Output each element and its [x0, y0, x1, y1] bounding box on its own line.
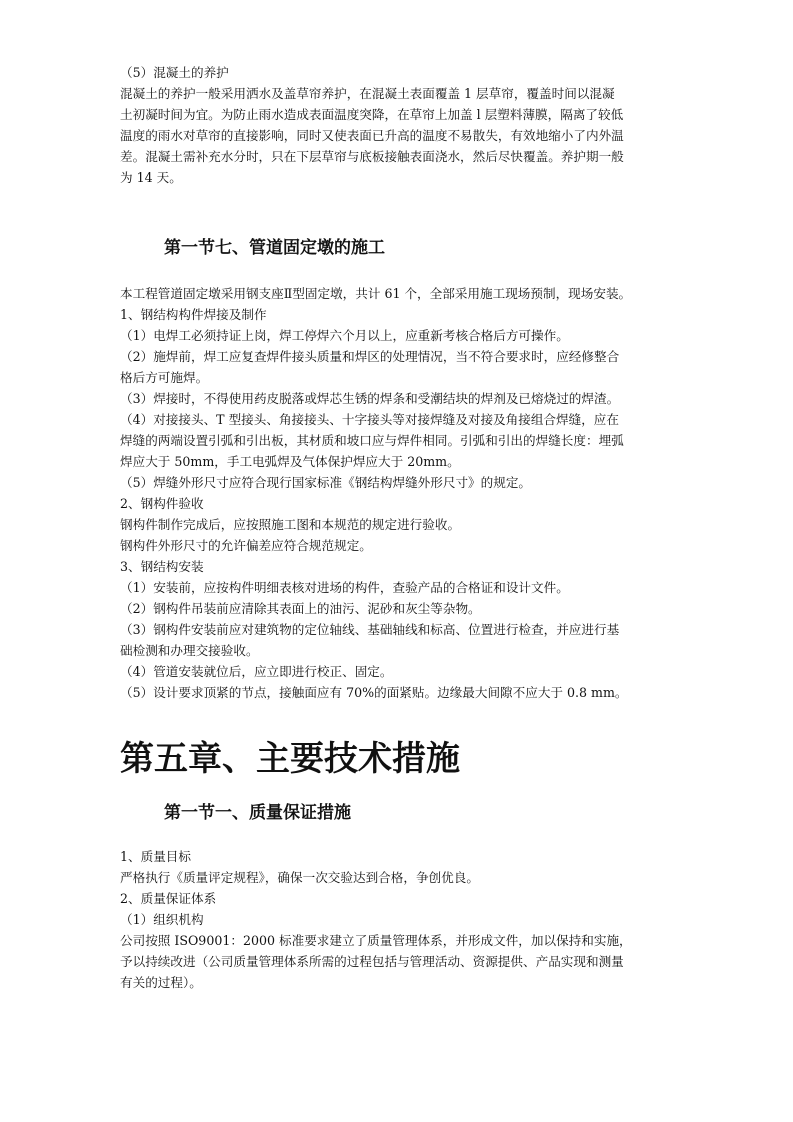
section-7-line-9: 焊应大于 50mm，手工电弧焊及气体保护焊应大于 20mm。: [120, 454, 460, 469]
section-7-line-7: （4）对接接头、T 型接头、角接接头、十字接头等对接焊缝及对接及角接组合焊缝，应在: [120, 412, 619, 427]
section-7-line-10: （5）焊缝外形尺寸应符合现行国家标准《钢结构焊缝外形尺寸》的规定。: [120, 475, 532, 490]
section-7-line-19: （4）管道安装就位后，应立即进行校正、固定。: [120, 664, 393, 679]
section-7-line-2: 1、钢结构构件焊接及制作: [120, 307, 267, 322]
chapter-5-section-1-title: 第一节一、质量保证措施: [164, 803, 351, 823]
section-7-line-12: 钢构件制作完成后，应按照施工图和本规范的规定进行验收。: [120, 517, 461, 532]
quality-line-4: （1）组织机构: [120, 912, 204, 927]
section-7-title: 第一节七、管道固定墩的施工: [164, 238, 385, 258]
section-7-line-8: 焊缝的两端设置引弧和引出板，其材质和坡口应与焊件相同。引弧和引出的焊缝长度：埋弧: [120, 433, 624, 448]
curing-line-1: 混凝土的养护一般采用洒水及盖草帘养护，在混凝土表面覆盖 1 层草帘，覆盖时间以混凝: [120, 86, 615, 101]
quality-line-5: 公司按照 ISO9001：2000 标准要求建立了质量管理体系，并形成文件，加以保持和实施，: [120, 933, 632, 948]
section-7-line-14: 3、钢结构安装: [120, 559, 204, 574]
curing-line-5: 为 14 天。: [120, 170, 182, 185]
section-7-line-13: 钢构件外形尺寸的允许偏差应符合规范规定。: [120, 538, 372, 553]
section-7-body: [120, 283, 680, 703]
chapter-5-title: 第五章、主要技术措施: [120, 739, 460, 779]
curing-subheading: （5）混凝土的养护: [120, 65, 229, 80]
section-7-line-3: （1）电焊工必须持证上岗，焊工停焊六个月以上，应重新考核合格后方可操作。: [120, 328, 569, 343]
section-7-line-18: 础检测和办理交接验收。: [120, 643, 259, 658]
section-7-line-17: （3）钢构件安装前应对建筑物的定位轴线、基础轴线和标高、位置进行检查，并应进行基: [120, 622, 620, 637]
document-page: [120, 62, 680, 993]
curing-block: [120, 62, 680, 188]
curing-line-4: 差。混凝土需补充水分时，只在下层草帘与底板接触表面浇水，然后尽快覆盖。养护期一般: [120, 149, 624, 164]
quality-line-7: 有关的过程）。: [120, 975, 202, 990]
quality-line-2: 严格执行《质量评定规程》，确保一次交验达到合格，争创优良。: [120, 870, 479, 885]
section-7-line-15: （1）安装前，应按构件明细表核对进场的构件，查验产品的合格证和设计文件。: [120, 580, 569, 595]
quality-line-3: 2、质量保证体系: [120, 891, 217, 906]
section-7-line-11: 2、钢构件验收: [120, 496, 204, 511]
chapter-5-section-1-body: [120, 846, 680, 993]
section-7-line-16: （2）钢构件吊装前应清除其表面上的油污、泥砂和灰尘等杂物。: [120, 601, 481, 616]
section-7-line-6: （3）焊接时，不得使用药皮脱落或焊芯生锈的焊条和受潮结块的焊剂及已熔烧过的焊渣。: [120, 391, 620, 406]
section-7-line-20: （5）设计要求顶紧的节点，接触面应有 70%的面紧贴。边缘最大间隙不应大于 0.8 mm。: [120, 685, 628, 700]
quality-line-1: 1、质量目标: [120, 849, 191, 864]
quality-line-6: 予以持续改进（公司质量管理体系所需的过程包括与管理活动、资源提供、产品实现和测量: [120, 954, 624, 969]
curing-line-3: 温度的雨水对草帘的直接影响，同时又使表面已升高的温度不易散失，有效地缩小了内外温: [120, 128, 624, 143]
curing-line-2: 土初凝时间为宜。为防止雨水造成表面温度突降，在草帘上加盖 l 层塑料薄膜，隔离了较低: [120, 107, 624, 122]
section-7-line-1: 本工程管道固定墩采用钢支座Ⅱ型固定墩，共计 61 个，全部采用施工现场预制，现场安装。: [120, 286, 632, 301]
section-7-line-4: （2）施焊前，焊工应复查焊件接头质量和焊区的处理情况，当不符合要求时，应经修整合: [120, 349, 620, 364]
section-7-line-5: 格后方可施焊。: [120, 370, 209, 385]
